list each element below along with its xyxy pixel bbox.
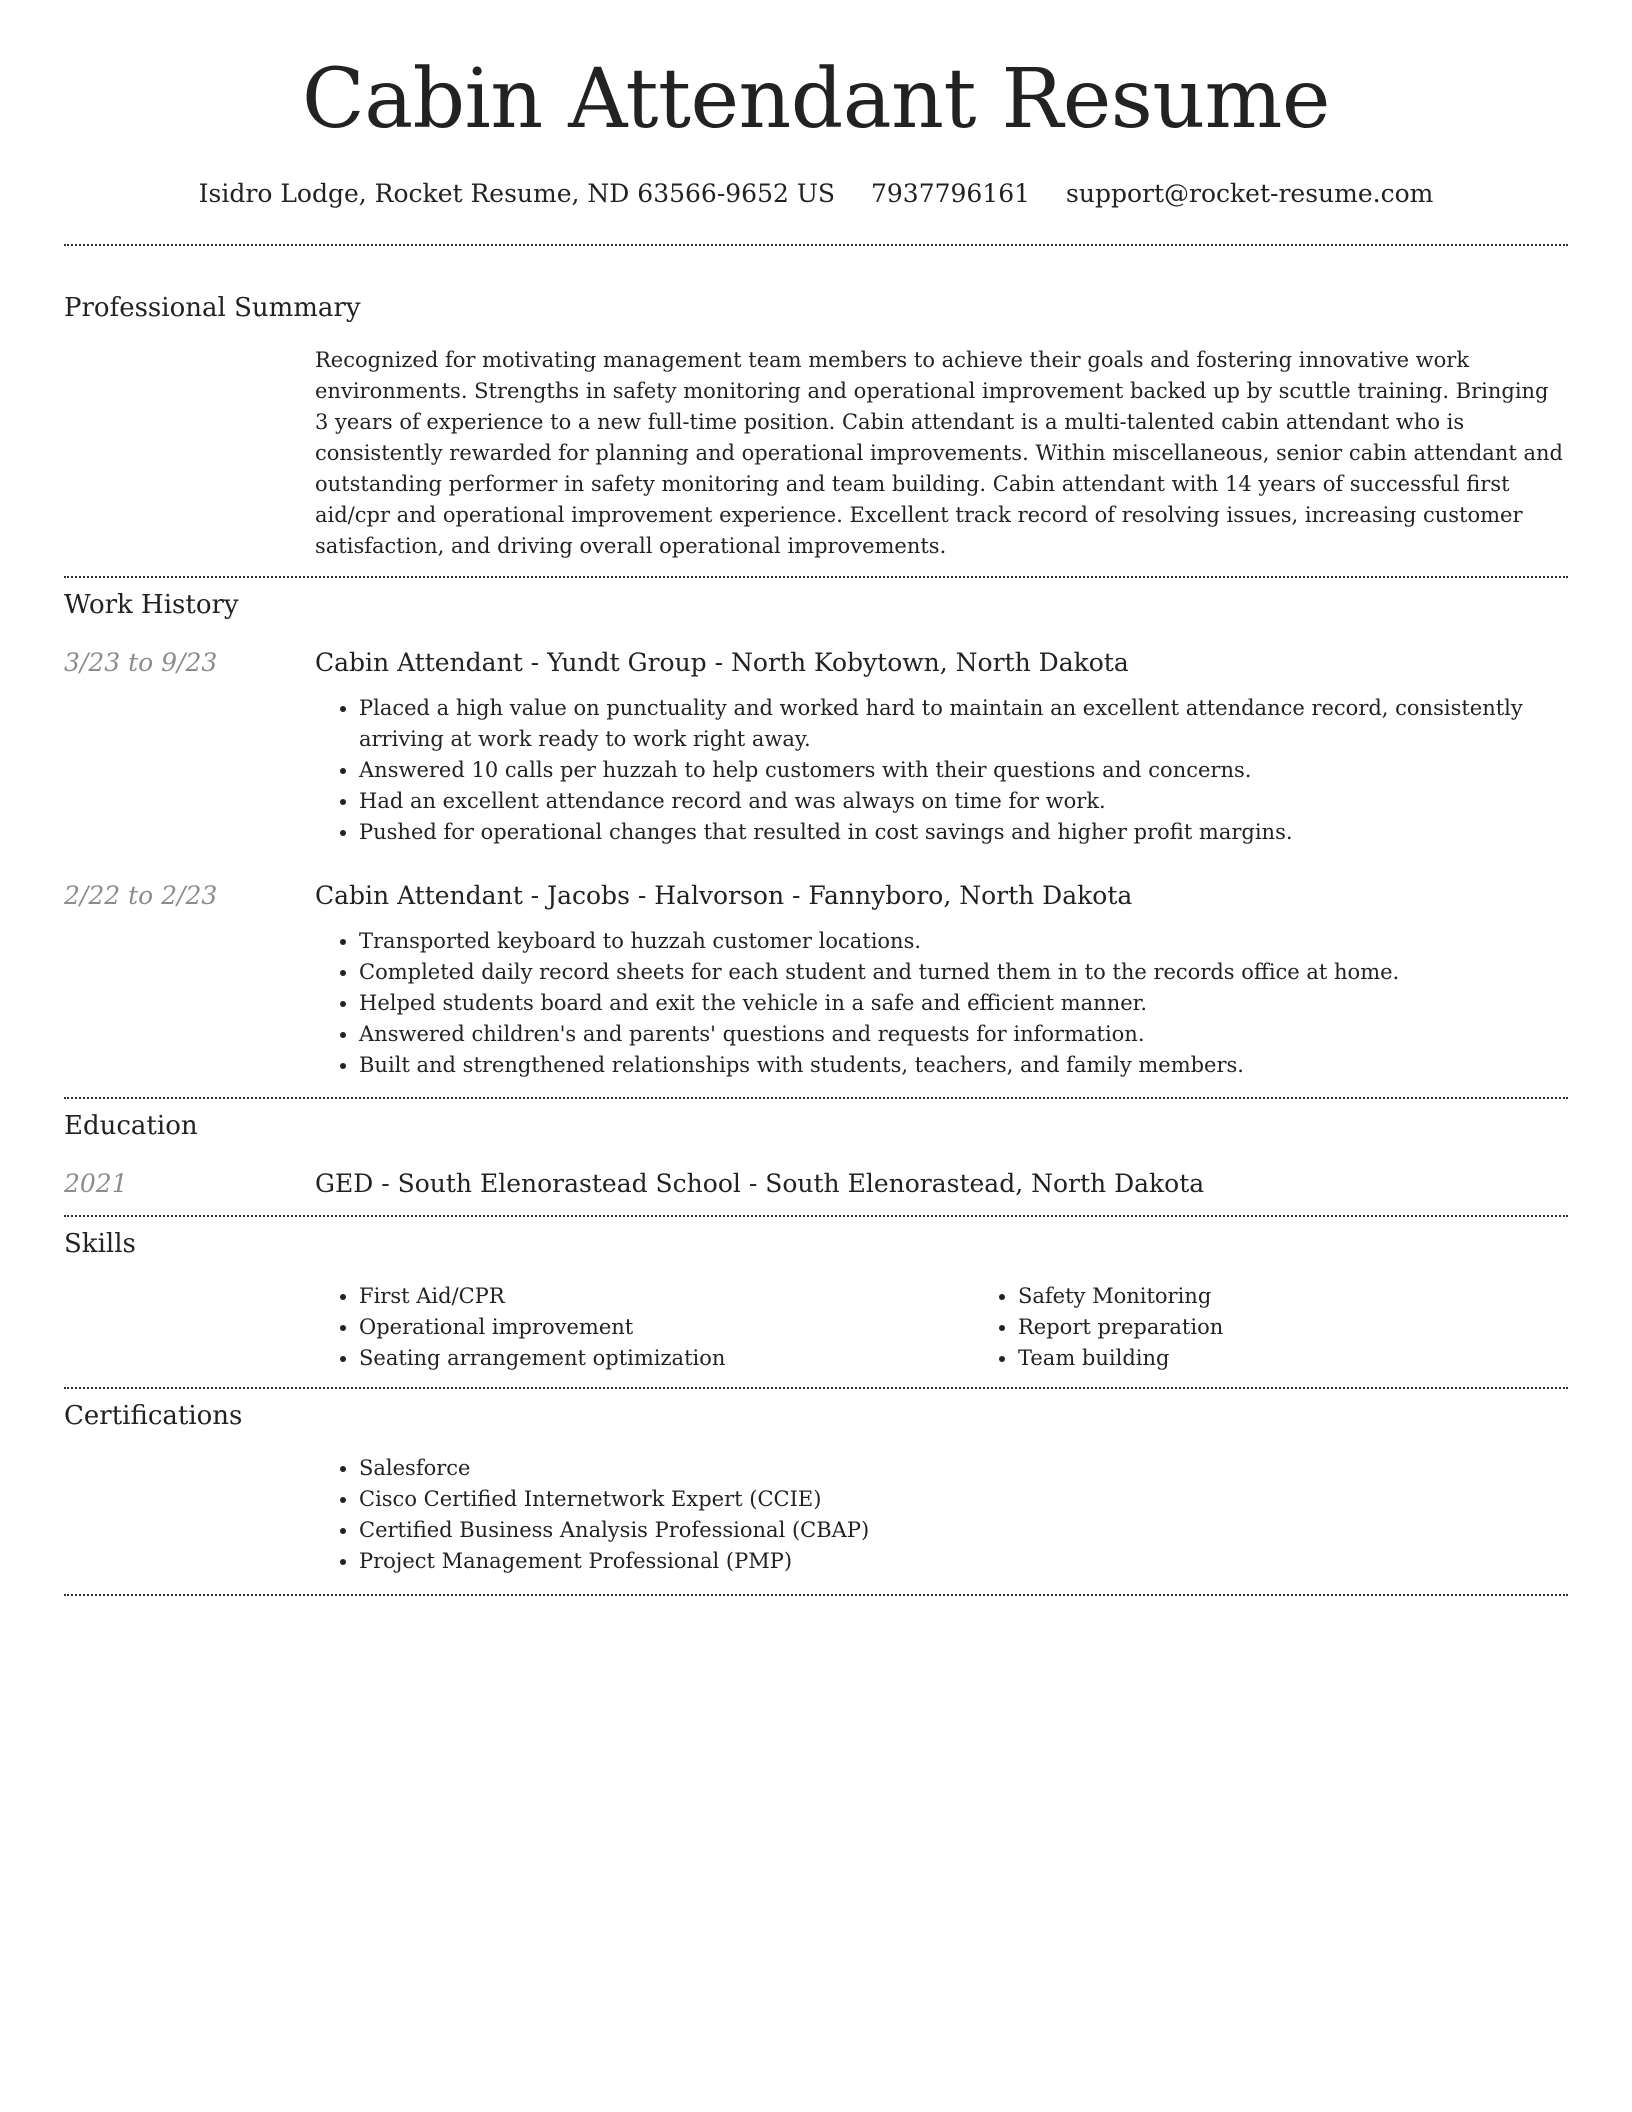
- summary-text: Recognized for motivating management team members to achieve their goals and fostering innovative work environments. Strengths in safety monitoring and operational improvement backed up by scuttle training. Bringing 3 years of experience to a new full-time position. Cabin attendant is a multi-talented cabin attendant who is consistently rewarded for planning and operational improvements. Within miscellaneous, senior cabin attendant and outstanding performer in safety monitoring and team building. Cabin attendant with 14 years of successful first aid/cpr and operational improvement experience. Excellent track record of resolving issues, increasing customer satisfaction, and driving overall operational improvements.: [315, 348, 1563, 558]
- job-entry: [64, 879, 1568, 1081]
- job-entry: [64, 646, 1568, 848]
- list-item: • Team building: [1018, 1343, 1632, 1374]
- list-item: • Operational improvement: [359, 1312, 974, 1343]
- resume-title: Cabin Attendant Resume: [302, 52, 1330, 147]
- section-education: [64, 1109, 1568, 1201]
- list-item: • First Aid/CPR: [359, 1281, 974, 1312]
- list-item: • Built and strengthened relationships with students, teachers, and family members.: [359, 1050, 1568, 1081]
- divider-work: [64, 1097, 1568, 1099]
- contact-address: Isidro Lodge, Rocket Resume, ND 63566-9652 US: [198, 179, 836, 208]
- divider-summary: [64, 576, 1568, 578]
- list-item: • Had an excellent attendance record and was always on time for work.: [359, 786, 1568, 817]
- list-item: • Answered 10 calls per huzzah to help customers with their questions and concerns.: [359, 755, 1568, 786]
- work-history-heading: Work History: [64, 590, 239, 620]
- list-item: • Salesforce: [359, 1453, 1568, 1484]
- summary-heading: Professional Summary: [64, 293, 361, 323]
- job-bullets: [315, 693, 1568, 848]
- section-work-history: [64, 588, 1568, 1081]
- job-dates: 3/23 to 9/23: [64, 648, 218, 677]
- education-entry: [64, 1167, 1568, 1201]
- list-item: • Cisco Certified Internetwork Expert (CCIE): [359, 1484, 1568, 1515]
- list-item: • Project Management Professional (PMP): [359, 1546, 1568, 1577]
- divider-header: [64, 244, 1568, 246]
- skills-heading: Skills: [64, 1229, 136, 1259]
- contact-email: support@rocket-resume.com: [1066, 179, 1434, 208]
- list-item: • Completed daily record sheets for each student and turned them in to the records office at home.: [359, 957, 1568, 988]
- contact-phone: 7937796161: [871, 179, 1031, 208]
- contact-info: [64, 178, 1568, 210]
- education-heading: Education: [64, 1111, 198, 1141]
- skills-list-col1: [315, 1281, 974, 1374]
- skills-columns: [315, 1281, 1632, 1374]
- section-summary: [64, 291, 1568, 562]
- job-title: Cabin Attendant - Jacobs - Halvorson - Fannyboro, North Dakota: [315, 881, 1133, 910]
- list-item: • Pushed for operational changes that resulted in cost savings and higher profit margins.: [359, 817, 1568, 848]
- certifications-heading: Certifications: [64, 1401, 243, 1431]
- education-year: 2021: [64, 1169, 128, 1198]
- skills-list-col2: [974, 1281, 1632, 1374]
- list-item: • Helped students board and exit the vehicle in a safe and efficient manner.: [359, 988, 1568, 1019]
- section-certifications: [64, 1399, 1568, 1577]
- list-item: • Answered children's and parents' questions and requests for information.: [359, 1019, 1568, 1050]
- section-skills: [64, 1227, 1568, 1374]
- divider-skills: [64, 1387, 1568, 1389]
- education-title: GED - South Elenorastead School - South Elenorastead, North Dakota: [315, 1169, 1205, 1198]
- list-item: • Certified Business Analysis Professional (CBAP): [359, 1515, 1568, 1546]
- list-item: • Report preparation: [1018, 1312, 1632, 1343]
- list-item: • Placed a high value on punctuality and worked hard to maintain an excellent attendance record, consistently arriving at work ready to work right away.: [359, 693, 1568, 755]
- job-title: Cabin Attendant - Yundt Group - North Kobytown, North Dakota: [315, 648, 1129, 677]
- list-item: • Seating arrangement optimization: [359, 1343, 974, 1374]
- list-item: • Safety Monitoring: [1018, 1281, 1632, 1312]
- job-bullets: [315, 926, 1568, 1081]
- certifications-list: [315, 1453, 1568, 1577]
- job-dates: 2/22 to 2/23: [64, 881, 218, 910]
- list-item: • Transported keyboard to huzzah customer locations.: [359, 926, 1568, 957]
- divider-education: [64, 1215, 1568, 1217]
- divider-certifications: [64, 1594, 1568, 1596]
